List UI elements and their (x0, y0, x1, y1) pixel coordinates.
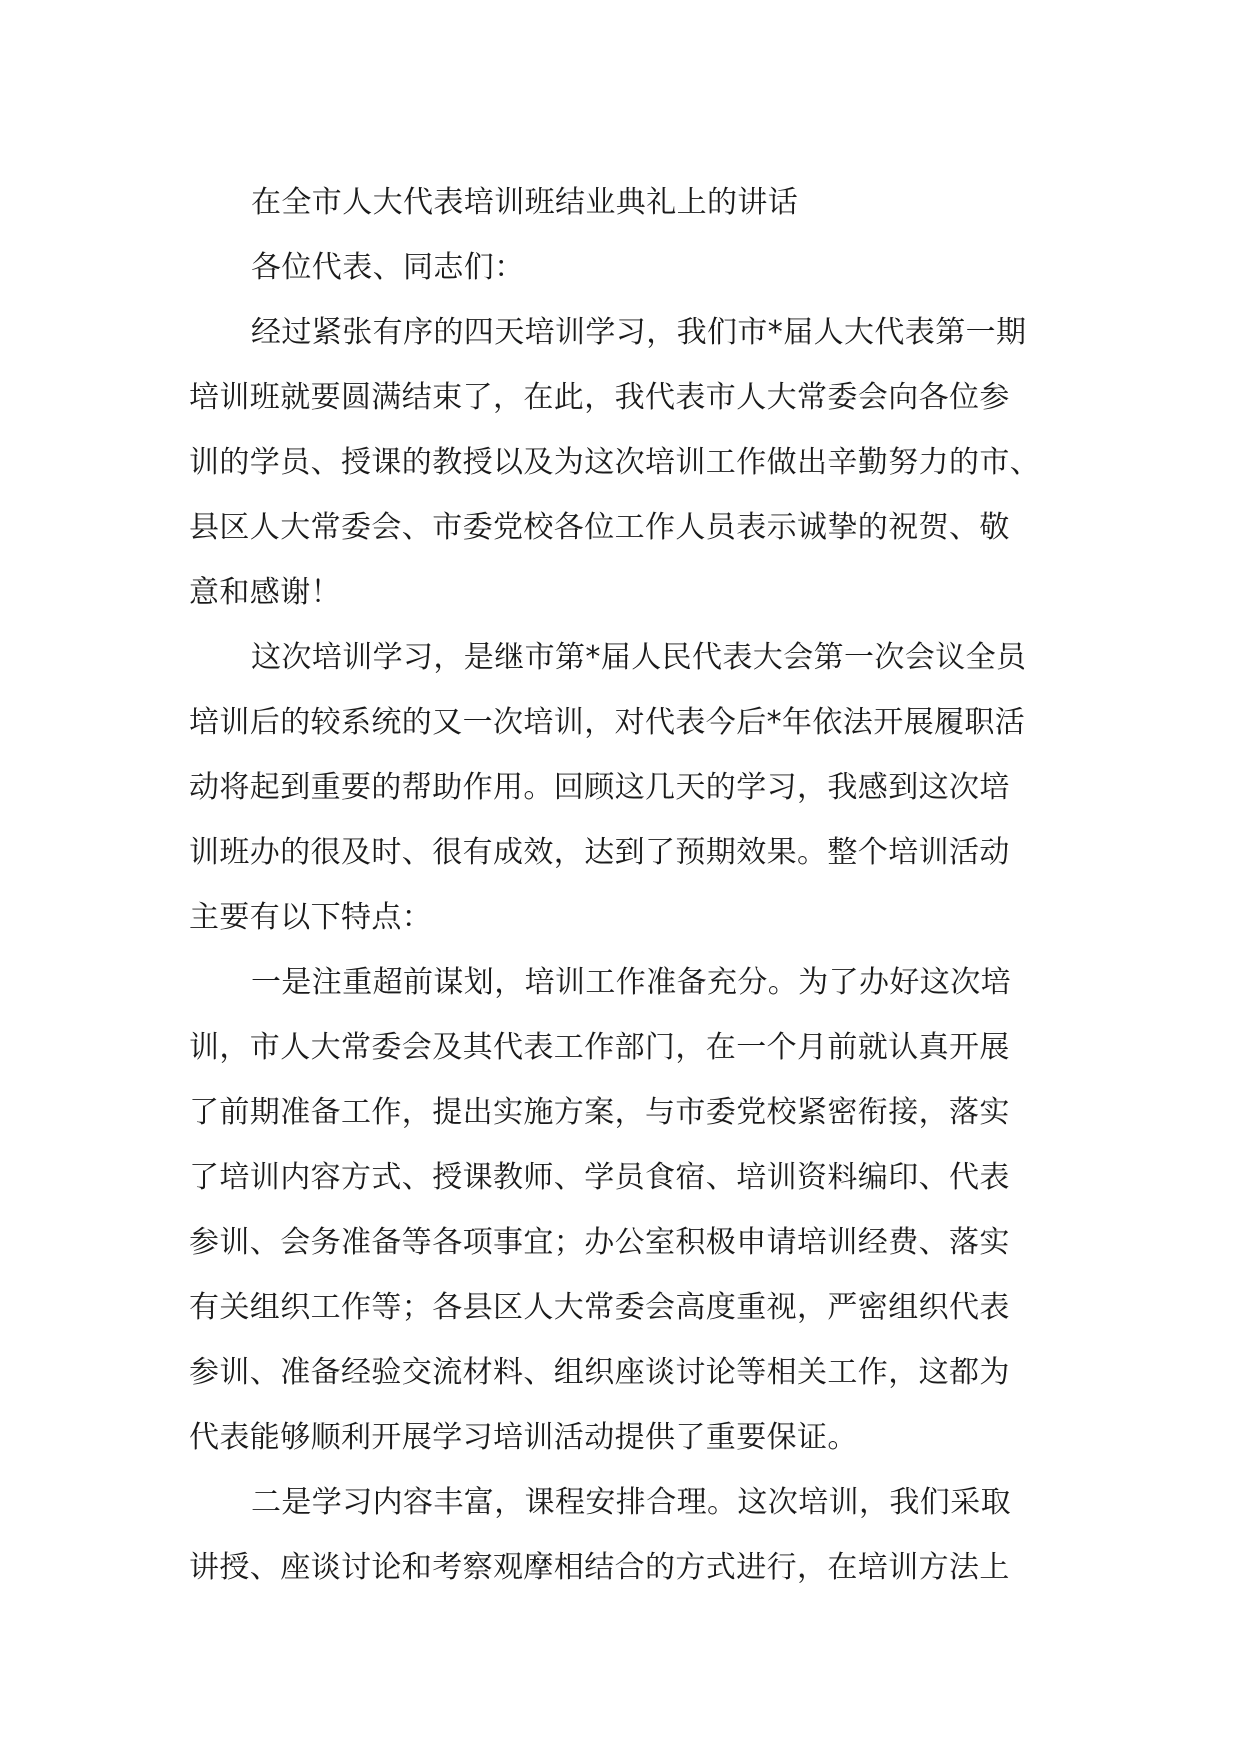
salutation: 各位代表、同志们： (251, 250, 525, 285)
paragraph-line: 这次培训学习，是继市第*届人民代表大会第一次会议全员 (251, 640, 1027, 675)
paragraph-line: 参训、准备经验交流材料、组织座谈讨论等相关工作，这都为 (189, 1355, 1010, 1390)
paragraph-4 (189, 1470, 1059, 1600)
paragraph-line: 了前期准备工作，提出实施方案，与市委党校紧密衔接，落实 (189, 1095, 1010, 1130)
paragraph-line: 县区人大常委会、市委党校各位工作人员表示诚挚的祝贺、敬 (189, 510, 1010, 545)
paragraph-line: 意和感谢！ (189, 575, 341, 610)
paragraph-line: 培训后的较系统的又一次培训，对代表今后*年依法开展履职活 (189, 705, 1026, 740)
paragraph-line: 动将起到重要的帮助作用。回顾这几天的学习，我感到这次培 (189, 770, 1010, 805)
paragraph-line: 训，市人大常委会及其代表工作部门，在一个月前就认真开展 (189, 1030, 1010, 1065)
paragraph-line: 二是学习内容丰富，课程安排合理。这次培训，我们采取 (251, 1485, 1011, 1520)
paragraph-line: 训班办的很及时、很有成效，达到了预期效果。整个培训活动 (189, 835, 1010, 870)
paragraph-line: 代表能够顺利开展学习培训活动提供了重要保证。 (189, 1420, 858, 1455)
paragraph-line: 一是注重超前谋划，培训工作准备充分。为了办好这次培 (251, 965, 1011, 1000)
paragraph-1 (189, 300, 1059, 625)
paragraph-line: 有关组织工作等；各县区人大常委会高度重视，严密组织代表 (189, 1290, 1010, 1325)
paragraph-line: 培训班就要圆满结束了，在此，我代表市人大常委会向各位参 (189, 380, 1010, 415)
paragraph-line: 主要有以下特点： (189, 900, 433, 935)
paragraph-3 (189, 950, 1059, 1470)
document-body (189, 170, 1059, 1600)
paragraph-2 (189, 625, 1059, 950)
document-title: 在全市人大代表培训班结业典礼上的讲话 (251, 185, 799, 220)
paragraph-line: 了培训内容方式、授课教师、学员食宿、培训资料编印、代表 (189, 1160, 1010, 1195)
paragraph-line: 讲授、座谈讨论和考察观摩相结合的方式进行，在培训方法上 (189, 1550, 1010, 1585)
paragraph-line: 训的学员、授课的教授以及为这次培训工作做出辛勤努力的市、 (189, 445, 1041, 480)
paragraph-line: 经过紧张有序的四天培训学习，我们市*届人大代表第一期 (251, 315, 1027, 350)
paragraph-line: 参训、会务准备等各项事宜；办公室积极申请培训经费、落实 (189, 1225, 1010, 1260)
